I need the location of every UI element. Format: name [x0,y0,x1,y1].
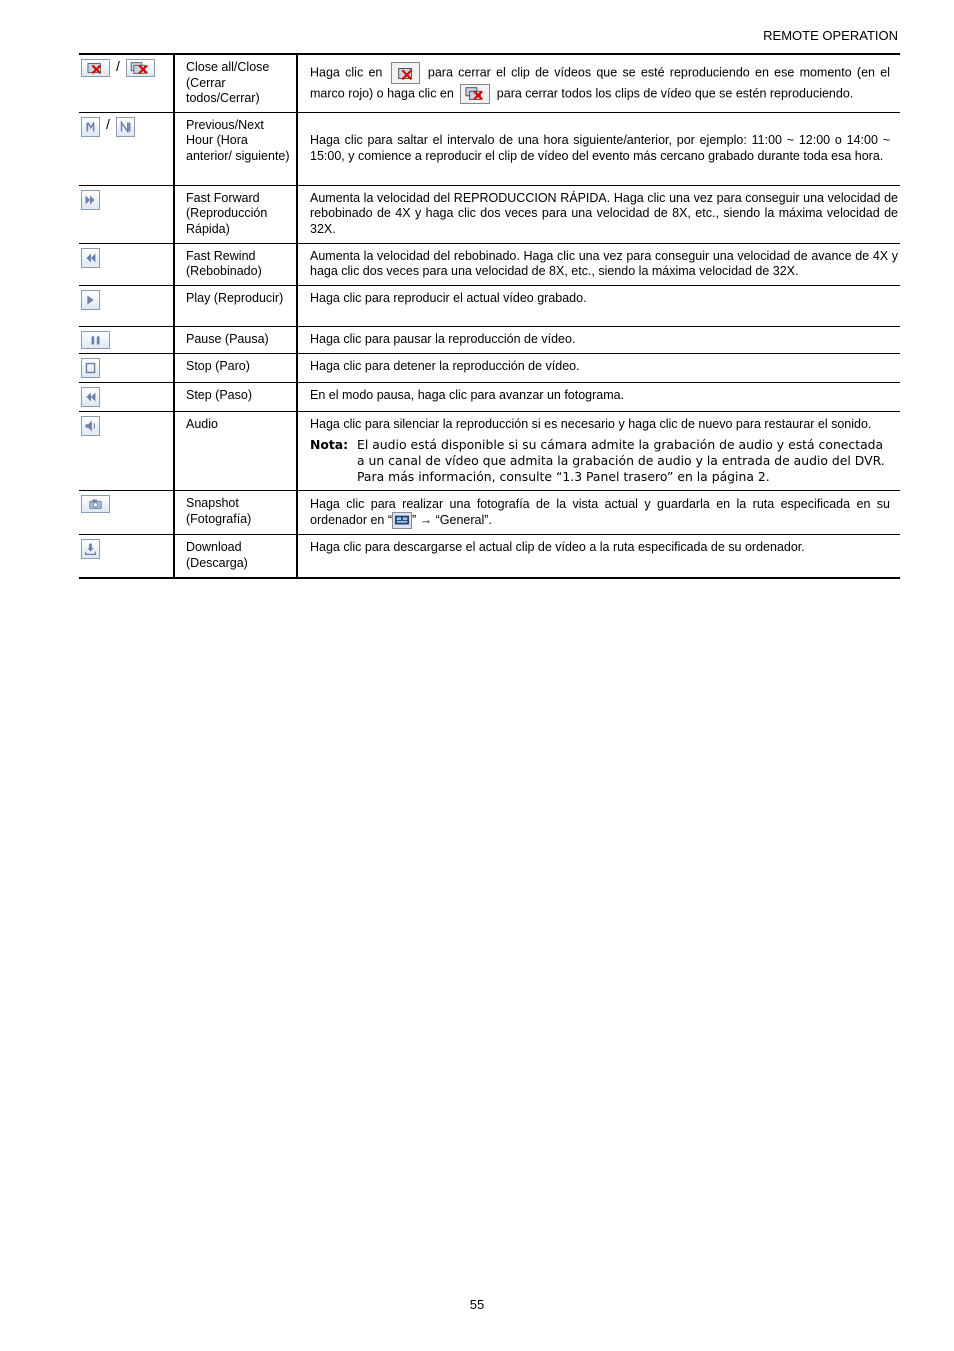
remote-operation-table [79,53,900,579]
separator: / [106,115,110,132]
icon-cell [79,491,174,535]
icon-cell [79,353,174,382]
table-row [79,54,900,112]
row-description [297,491,900,535]
next-hour-icon [116,117,135,137]
icon-cell [79,185,174,243]
play-icon [81,290,100,310]
row-description: Aumenta la velocidad del rebobinado. Haga clic una vez para conseguir una velocidad de avance de 4X y haga clic dos veces para una velocidad de 8X, etc., siendo la máxima velocidad de 32X. [297,243,900,285]
desc-part: para cerrar el clip de vídeos que se esté reproduciendo en ese momento (en el marco rojo) o haga clic en [310,65,890,101]
audio-description: Haga clic para silenciar la reproducción si es necesario y haga clic de nuevo para restaurar el sonido. [310,416,872,431]
separator: / [116,58,120,74]
snapshot-icon [81,495,110,513]
row-description: Haga clic para reproducir el actual vídeo grabado. [297,285,900,326]
close-all-icon [126,59,155,77]
desc-part: para cerrar todos los clips de vídeo que se estén reproduciendo. [496,86,854,101]
previous-hour-icon [81,117,100,137]
row-name: Download (Descarga) [174,535,297,578]
row-description: Haga clic para saltar el intervalo de una hora siguiente/anterior, por ejemplo: 11:00 ~ 12:00 o 14:00 ~ 15:00, y comience a reproducir el clip de vídeo del evento más cercano grabado durante toda esa hora. [297,112,900,185]
pause-icon [81,331,110,349]
row-name: Fast Forward (Reproducción Rápida) [174,185,297,243]
audio-icon [81,416,100,436]
download-icon [81,539,100,559]
icon-cell [79,54,174,112]
icon-cell [79,243,174,285]
audio-note [310,437,890,485]
desc-part: Haga clic para realizar una fotografía de la vista actual y guardarla en la ruta especificada en su ordenador en “ [310,496,890,527]
row-name: Previous/Next Hour (Hora anterior/ siguiente) [174,112,297,185]
row-name: Close all/Close (Cerrar todos/Cerrar) [174,54,297,112]
row-name: Step (Paso) [174,382,297,411]
desc-part: ” → “General”. [412,512,492,527]
table-row [79,243,900,285]
note-text: El audio está disponible si su cámara admite la grabación de audio y está conectada a un canal de vídeo que admita la grabación de audio y la entrada de audio del DVR. Para más información, consulte “1.3 Panel trasero” en la página 2. [357,437,885,485]
row-description [297,54,900,112]
icon-cell [79,411,174,491]
table-row [79,112,900,185]
icon-cell [79,112,174,185]
table-row [79,353,900,382]
step-icon [81,387,100,407]
row-name: Stop (Paro) [174,353,297,382]
row-name: Audio [174,411,297,491]
row-description: Haga clic para detener la reproducción de vídeo. [297,353,900,382]
row-description [297,411,900,491]
desc-part: Haga clic en [310,65,383,80]
row-name: Snapshot (Fotografía) [174,491,297,535]
table-row [79,326,900,353]
row-description: Haga clic para pausar la reproducción de vídeo. [297,326,900,353]
row-description: Haga clic para descargarse el actual clip de vídeo a la ruta especificada de su ordenador. [297,535,900,578]
header-title: REMOTE OPERATION [763,28,898,43]
table-row [79,185,900,243]
close-icon [81,59,110,77]
table-row [79,535,900,578]
fast-rewind-icon [81,248,100,268]
icon-cell [79,382,174,411]
close-icon [391,62,420,84]
row-name: Fast Rewind (Rebobinado) [174,243,297,285]
row-description: En el modo pausa, haga clic para avanzar un fotograma. [297,382,900,411]
icon-cell [79,535,174,578]
page-number: 55 [469,1297,485,1312]
row-description: Aumenta la velocidad del REPRODUCCION RÁPIDA. Haga clic una vez para conseguir una velocidad de rebobinado de 4X y haga clic dos veces para una velocidad de 8X, etc., siendo la máxima velocidad de 32X. [297,185,900,243]
row-name: Play (Reproducir) [174,285,297,326]
table-row [79,382,900,411]
stop-icon [81,358,100,378]
config-icon [392,512,412,529]
close-all-icon [460,84,490,104]
table-row [79,411,900,491]
fast-forward-icon [81,190,100,210]
table-row [79,491,900,535]
row-name: Pause (Pausa) [174,326,297,353]
icon-cell [79,285,174,326]
table-row [79,285,900,326]
icon-cell [79,326,174,353]
note-label: Nota: [310,437,349,453]
